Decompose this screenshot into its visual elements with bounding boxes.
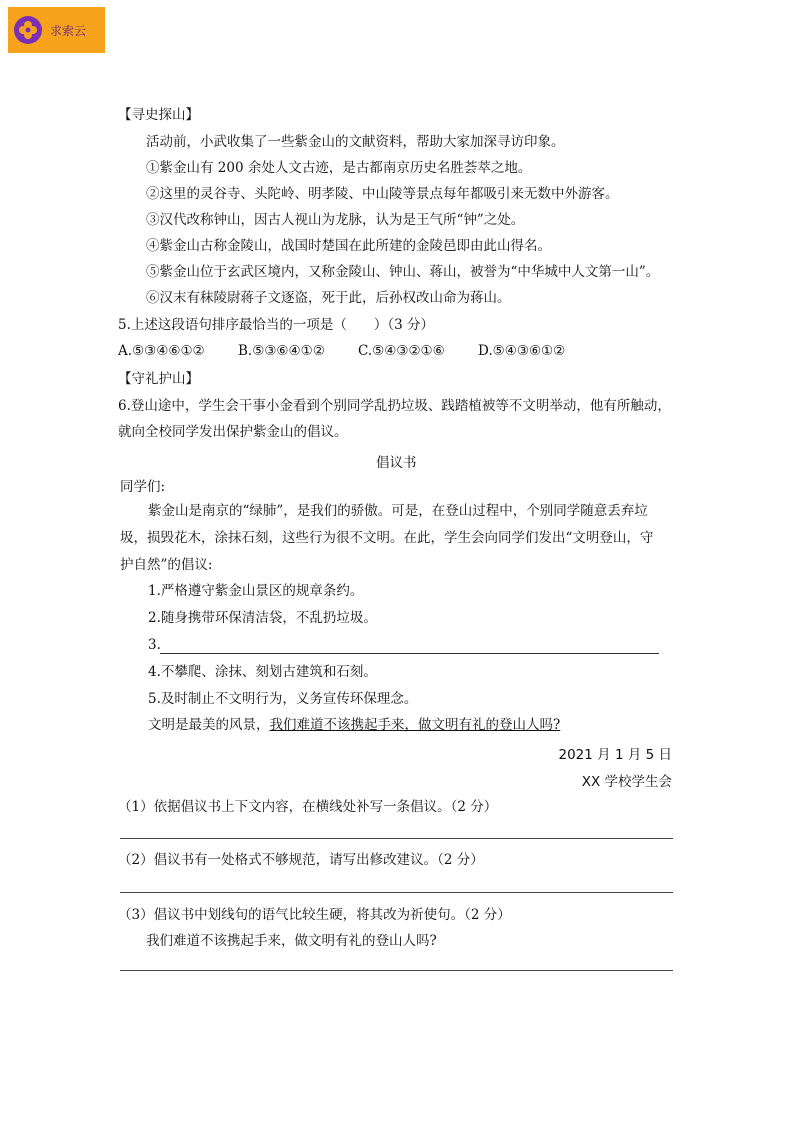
answer-line-2[interactable]: [120, 892, 673, 893]
letter-item-2: 2.随身携带环保清洁袋，不乱扔垃圾。: [148, 610, 377, 626]
sentence-5: ⑤紫金山位于玄武区境内，又称金陵山、钟山、蒋山，被誉为“中华城中人文第一山”。: [146, 264, 660, 280]
option-b: B.⑤③⑥④①②: [238, 343, 325, 359]
section-title-history: 【寻史探山】: [118, 107, 199, 123]
letter-item-4: 4.不攀爬、涂抹、刻划古建筑和石刻。: [148, 664, 377, 680]
letter-signature: XX 学校学生会: [581, 774, 672, 790]
sentence-4: ④紫金山古称金陵山，战国时楚国在此所建的金陵邑即由此山得名。: [146, 238, 551, 254]
section-intro: 活动前，小武收集了一些紫金山的文献资料，帮助大家加深寻访印象。: [146, 134, 565, 150]
answer-line-1[interactable]: [120, 838, 673, 839]
option-c: C.⑤④③②①⑥: [358, 343, 445, 359]
option-d: D.⑤④③⑥①②: [478, 343, 566, 359]
sentence-6: ⑥汉末有秣陵尉蒋子文逐盗，死于此，后孙权改山命为蒋山。: [146, 290, 511, 306]
letter-heading: 倡议书: [376, 455, 417, 471]
letter-item-1: 1.严格遵守紫金山景区的规章条约。: [148, 583, 364, 599]
question-5: 5.上述这段语句排序最恰当的一项是（ ）（3 分）: [118, 317, 435, 333]
logo-text: 求索云: [50, 23, 87, 38]
four-petal-icon: [14, 16, 42, 44]
letter-body-line3: 护自然”的倡议:: [120, 557, 213, 573]
question-6-line1: 6.登山途中，学生会干事小金看到个别同学乱扔垃圾、践踏植被等不文明举动，他有所触动，: [118, 398, 671, 414]
sub-question-3-sentence: 我们难道不该携起手来，做文明有礼的登山人吗?: [146, 933, 437, 949]
sub-question-3: （3）倡议书中划线句的语气比较生硬，将其改为祈使句。（2 分）: [118, 907, 511, 923]
sub-question-2: （2）倡议书有一处格式不够规范，请写出修改建议。（2 分）: [118, 852, 484, 868]
closing-plain: 文明是最美的风景，: [148, 717, 270, 733]
sentence-2: ②这里的灵谷寺、头陀岭、明孝陵、中山陵等景点每年都吸引来无数中外游客。: [146, 186, 619, 202]
sentence-1: ①紫金山有 200 余处人文古迹，是古都南京历史名胜荟萃之地。: [146, 160, 532, 176]
sub-question-1: （1）依据倡议书上下文内容，在横线处补写一条倡议。（2 分）: [118, 799, 498, 815]
letter-item-5: 5.及时制止不文明行为，义务宣传环保理念。: [148, 691, 418, 707]
letter-body-line2: 圾，损毁花木，涂抹石刻，这些行为很不文明。在此，学生会向同学们发出“文明登山，守: [120, 530, 654, 546]
item-3-blank-line[interactable]: [160, 653, 659, 654]
sentence-3: ③汉代改称钟山，因古人视山为龙脉，认为是王气所“钟”之处。: [146, 212, 525, 228]
question-6-line2: 就向全校同学发出保护紫金山的倡议。: [118, 424, 348, 440]
letter-closing: [148, 716, 560, 734]
option-a: A.⑤③④⑥①②: [118, 343, 205, 359]
answer-line-3[interactable]: [120, 970, 673, 971]
section-title-protect: 【守礼护山】: [118, 371, 199, 387]
letter-date: 2021 月 1 月 5 日: [558, 747, 672, 763]
letter-greeting: 同学们:: [120, 479, 166, 495]
letter-body-line1: 紫金山是南京的“绿肺”，是我们的骄傲。可是，在登山过程中，个别同学随意丢弃垃: [148, 503, 648, 519]
letter-item-3: 3.: [148, 637, 161, 653]
brand-logo: [8, 7, 105, 53]
closing-underlined: 我们难道不该携起手来，做文明有礼的登山人吗?: [269, 717, 561, 733]
